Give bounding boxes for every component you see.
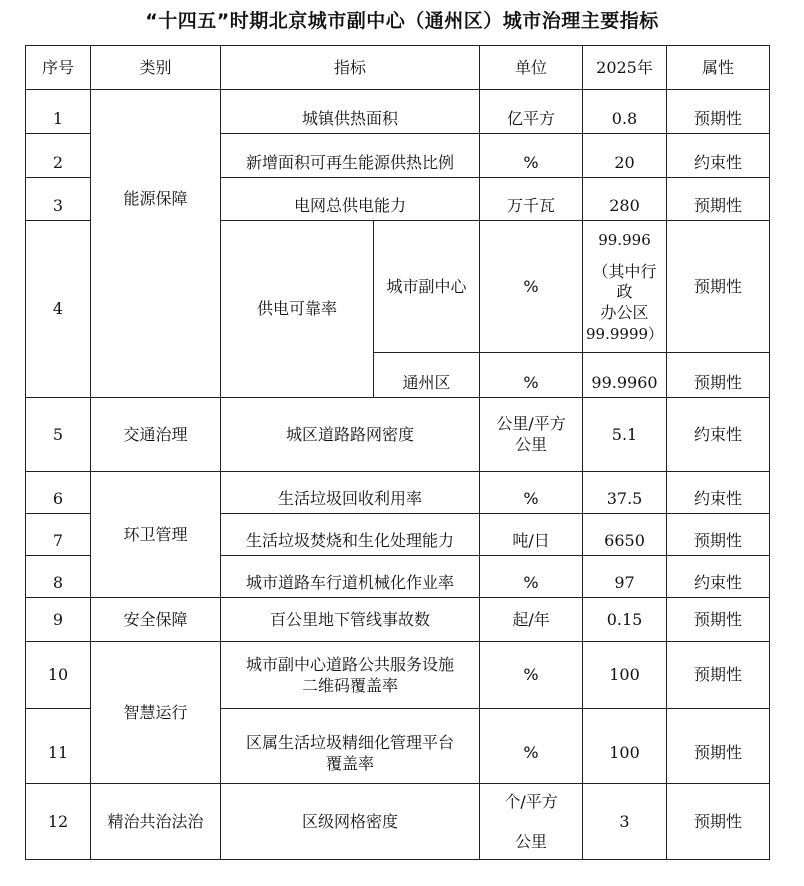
value-cell: 99.9960 [583,353,667,398]
category-cell: 精治共治法治 [91,784,221,860]
category-cell: 环卫管理 [91,472,221,598]
unit-cell: 吨/日 [480,514,583,556]
value-cell: 280 [583,178,667,221]
value-cell: 3 [583,784,667,860]
seq-cell: 6 [26,472,91,514]
value-cell: 97 [583,556,667,598]
seq-cell: 5 [26,398,91,472]
unit-cell: 起/年 [480,598,583,642]
unit-cell: 万千瓦 [480,178,583,221]
indicator-cell: 新增面积可再生能源供热比例 [221,134,480,178]
attr-cell: 预期性 [667,598,770,642]
indicator-cell: 生活垃圾回收利用率 [221,472,480,514]
attr-cell: 预期性 [667,178,770,221]
attr-cell: 预期性 [667,90,770,134]
indicator-cell: 区级网格密度 [221,784,480,860]
unit-line: 公里/平方 [496,414,566,433]
category-cell: 能源保障 [91,90,221,398]
category-cell: 交通治理 [91,398,221,472]
indicator-cell: 电网总供电能力 [221,178,480,221]
sub-indicator-cell: 通州区 [374,353,480,398]
value-cell: 100 [583,642,667,709]
seq-cell: 4 [26,221,91,398]
value-note-line: 99.9999） [586,324,664,343]
header-unit: 单位 [480,46,583,90]
indicator-cell [221,642,480,709]
seq-cell: 11 [26,709,91,784]
attr-cell: 约束性 [667,556,770,598]
category-cell: 安全保障 [91,598,221,642]
seq-cell: 7 [26,514,91,556]
table-row [26,784,770,860]
indicator-cell: 城区道路路网密度 [221,398,480,472]
header-category: 类别 [91,46,221,90]
header-row [26,46,770,90]
attr-cell: 预期性 [667,784,770,860]
unit-cell: % [480,221,583,353]
attr-cell: 预期性 [667,709,770,784]
value-cell: 100 [583,709,667,784]
unit-cell: % [480,134,583,178]
unit-cell: % [480,556,583,598]
seq-cell: 2 [26,134,91,178]
unit-cell: % [480,642,583,709]
indicators-table [25,45,770,860]
unit-line: 公里 [515,435,548,454]
attr-cell: 约束性 [667,398,770,472]
table-row [26,398,770,472]
indicator-line: 二维码覆盖率 [302,675,399,695]
value-cell: 37.5 [583,472,667,514]
value-cell: 0.15 [583,598,667,642]
attr-cell: 约束性 [667,472,770,514]
seq-cell: 3 [26,178,91,221]
indicator-cell [221,709,480,784]
unit-cell: % [480,353,583,398]
table-row [26,642,770,709]
indicator-cell: 城市道路车行道机械化作业率 [221,556,480,598]
seq-cell: 1 [26,90,91,134]
seq-cell: 8 [26,556,91,598]
attr-cell: 预期性 [667,221,770,353]
indicator-cell: 百公里地下管线事故数 [221,598,480,642]
seq-cell: 12 [26,784,91,860]
value-cell: 5.1 [583,398,667,472]
value-cell: 20 [583,134,667,178]
seq-cell: 9 [26,598,91,642]
header-indicator: 指标 [221,46,480,90]
page-title: “十四五”时期北京城市副中心（通州区）城市治理主要指标 [145,10,659,32]
value-cell: 6650 [583,514,667,556]
attr-cell: 预期性 [667,353,770,398]
indicator-cell: 供电可靠率 [221,221,374,398]
header-attr: 属性 [667,46,770,90]
indicator-line: 覆盖率 [326,753,375,773]
unit-cell: % [480,472,583,514]
unit-cell: 亿平方 [480,90,583,134]
value-cell [583,221,667,353]
unit-cell [480,784,583,860]
indicator-line: 城市副中心道路公共服务设施 [246,654,455,674]
value-note-line: （其中行政 [592,261,657,301]
table-row [26,598,770,642]
table-row [26,90,770,134]
indicator-cell: 城镇供热面积 [221,90,480,134]
seq-cell: 10 [26,642,91,709]
sub-indicator-cell: 城市副中心 [374,221,480,353]
value-cell: 0.8 [583,90,667,134]
header-year: 2025年 [583,46,667,90]
attr-cell: 预期性 [667,642,770,709]
table-row [26,472,770,514]
unit-line: 个/平方 [504,791,558,811]
unit-line: 公里 [515,831,548,851]
unit-cell [480,398,583,472]
value-line: 99.996 [598,230,651,249]
value-note-line: 办公区 [600,302,649,322]
category-cell: 智慧运行 [91,642,221,784]
indicator-cell: 生活垃圾焚烧和生化处理能力 [221,514,480,556]
attr-cell: 预期性 [667,514,770,556]
header-seq: 序号 [26,46,91,90]
unit-cell: % [480,709,583,784]
attr-cell: 约束性 [667,134,770,178]
indicator-line: 区属生活垃圾精细化管理平台 [246,732,455,752]
